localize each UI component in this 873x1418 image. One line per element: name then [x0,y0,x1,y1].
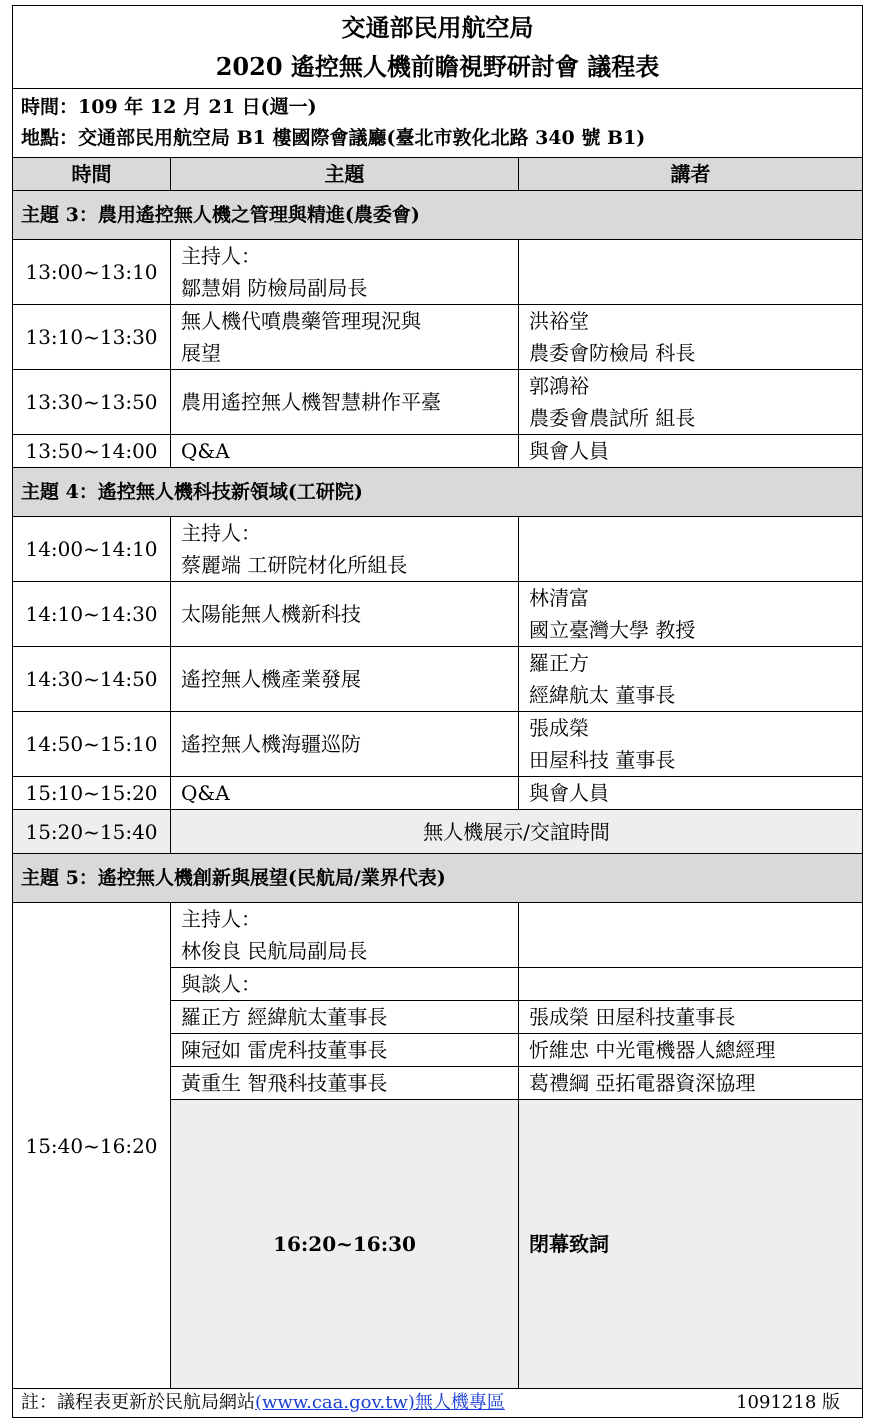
topic-cell: Q&A [171,435,519,468]
version-label: 1091218 版 [736,1392,840,1413]
table-row [13,903,863,968]
topic-cell: 無人機代噴農藥管理現況與 展望 [171,305,519,370]
agenda-sheet [12,5,862,1418]
time-cell: 13:30~13:50 [13,370,171,435]
topic-cell: 遙控無人機產業發展 [171,647,519,712]
column-header-speaker: 講者 [519,158,863,191]
time-cell: 13:00~13:10 [13,240,171,305]
agenda-table [12,5,863,1418]
speaker-cell: 林清富 國立臺灣大學 教授 [519,582,863,647]
speaker-cell [519,240,863,305]
topic-cell: 主持人： 鄒慧娟 防檢局副局長 [171,240,519,305]
table-row [13,370,863,435]
speaker-cell: 郭鴻裕 農委會農試所 組長 [519,370,863,435]
time-cell: 15:40~16:20 [13,903,171,1389]
time-cell: 15:10~15:20 [13,777,171,810]
table-row [13,517,863,582]
section-header-5: 主題 5：遙控無人機創新與展望(民航局/業界代表) [13,854,863,903]
section-header-4: 主題 4：遙控無人機科技新領域(工研院) [13,468,863,517]
note-row [13,1389,863,1418]
time-cell: 14:10~14:30 [13,582,171,647]
topic-cell: 太陽能無人機新科技 [171,582,519,647]
note-prefix: 註：議程表更新於民航局網站 [21,1392,255,1413]
time-cell: 13:50~14:00 [13,435,171,468]
table-row [13,582,863,647]
speaker-cell [519,968,863,1001]
speaker-cell: 與會人員 [519,435,863,468]
break-label: 無人機展示/交誼時間 [171,810,863,854]
panelist-cell: 黃重生 智飛科技董事長 [171,1067,519,1100]
table-row [13,712,863,777]
panel-label: 與談人： [171,968,519,1001]
table-row [13,240,863,305]
panelist-cell: 忻維忠 中光電機器人總經理 [519,1034,863,1067]
speaker-cell [519,517,863,582]
topic-cell: 閉幕致詞 [519,1100,863,1389]
panelist-cell: 羅正方 經緯航太董事長 [171,1001,519,1034]
time-cell: 14:30~14:50 [13,647,171,712]
time-cell: 14:00~14:10 [13,517,171,582]
topic-cell: Q&A [171,777,519,810]
topic-cell: 農用遙控無人機智慧耕作平臺 [171,370,519,435]
time-cell: 13:10~13:30 [13,305,171,370]
time-cell: 14:50~15:10 [13,712,171,777]
break-row [13,810,863,854]
event-place: 地點：交通部民用航空局 B1 樓國際會議廳(臺北市敦化北路 340 號 B1) [21,127,646,149]
speaker-cell: 與會人員 [519,777,863,810]
panelist-cell: 張成榮 田屋科技董事長 [519,1001,863,1034]
speaker-cell [519,903,863,968]
table-row [13,435,863,468]
panelist-cell: 陳冠如 雷虎科技董事長 [171,1034,519,1067]
section-header-3: 主題 3：農用遙控無人機之管理與精進(農委會) [13,191,863,240]
topic-cell: 遙控無人機海疆巡防 [171,712,519,777]
time-cell: 16:20~16:30 [171,1100,519,1389]
column-header-topic: 主題 [171,158,519,191]
table-row [13,777,863,810]
title-row [13,6,863,89]
panelist-cell: 葛禮綱 亞拓電器資深協理 [519,1067,863,1100]
speaker-cell: 洪裕堂 農委會防檢局 科長 [519,305,863,370]
topic-cell: 主持人： 蔡麗端 工研院材化所組長 [171,517,519,582]
host-cell: 主持人： 林俊良 民航局副局長 [171,903,519,968]
speaker-cell: 張成榮 田屋科技 董事長 [519,712,863,777]
title-line-1: 交通部民用航空局 [341,13,534,42]
column-header-row [13,158,863,191]
time-cell: 15:20~15:40 [13,810,171,854]
title-line-2: 2020 遙控無人機前瞻視野研討會 議程表 [215,52,660,81]
table-row [13,305,863,370]
website-link[interactable]: (www.caa.gov.tw)無人機專區 [255,1392,505,1413]
event-time: 時間：109 年 12 月 21 日(週一) [21,96,317,118]
speaker-cell: 羅正方 經緯航太 董事長 [519,647,863,712]
info-row [13,89,863,158]
column-header-time: 時間 [13,158,171,191]
table-row [13,647,863,712]
